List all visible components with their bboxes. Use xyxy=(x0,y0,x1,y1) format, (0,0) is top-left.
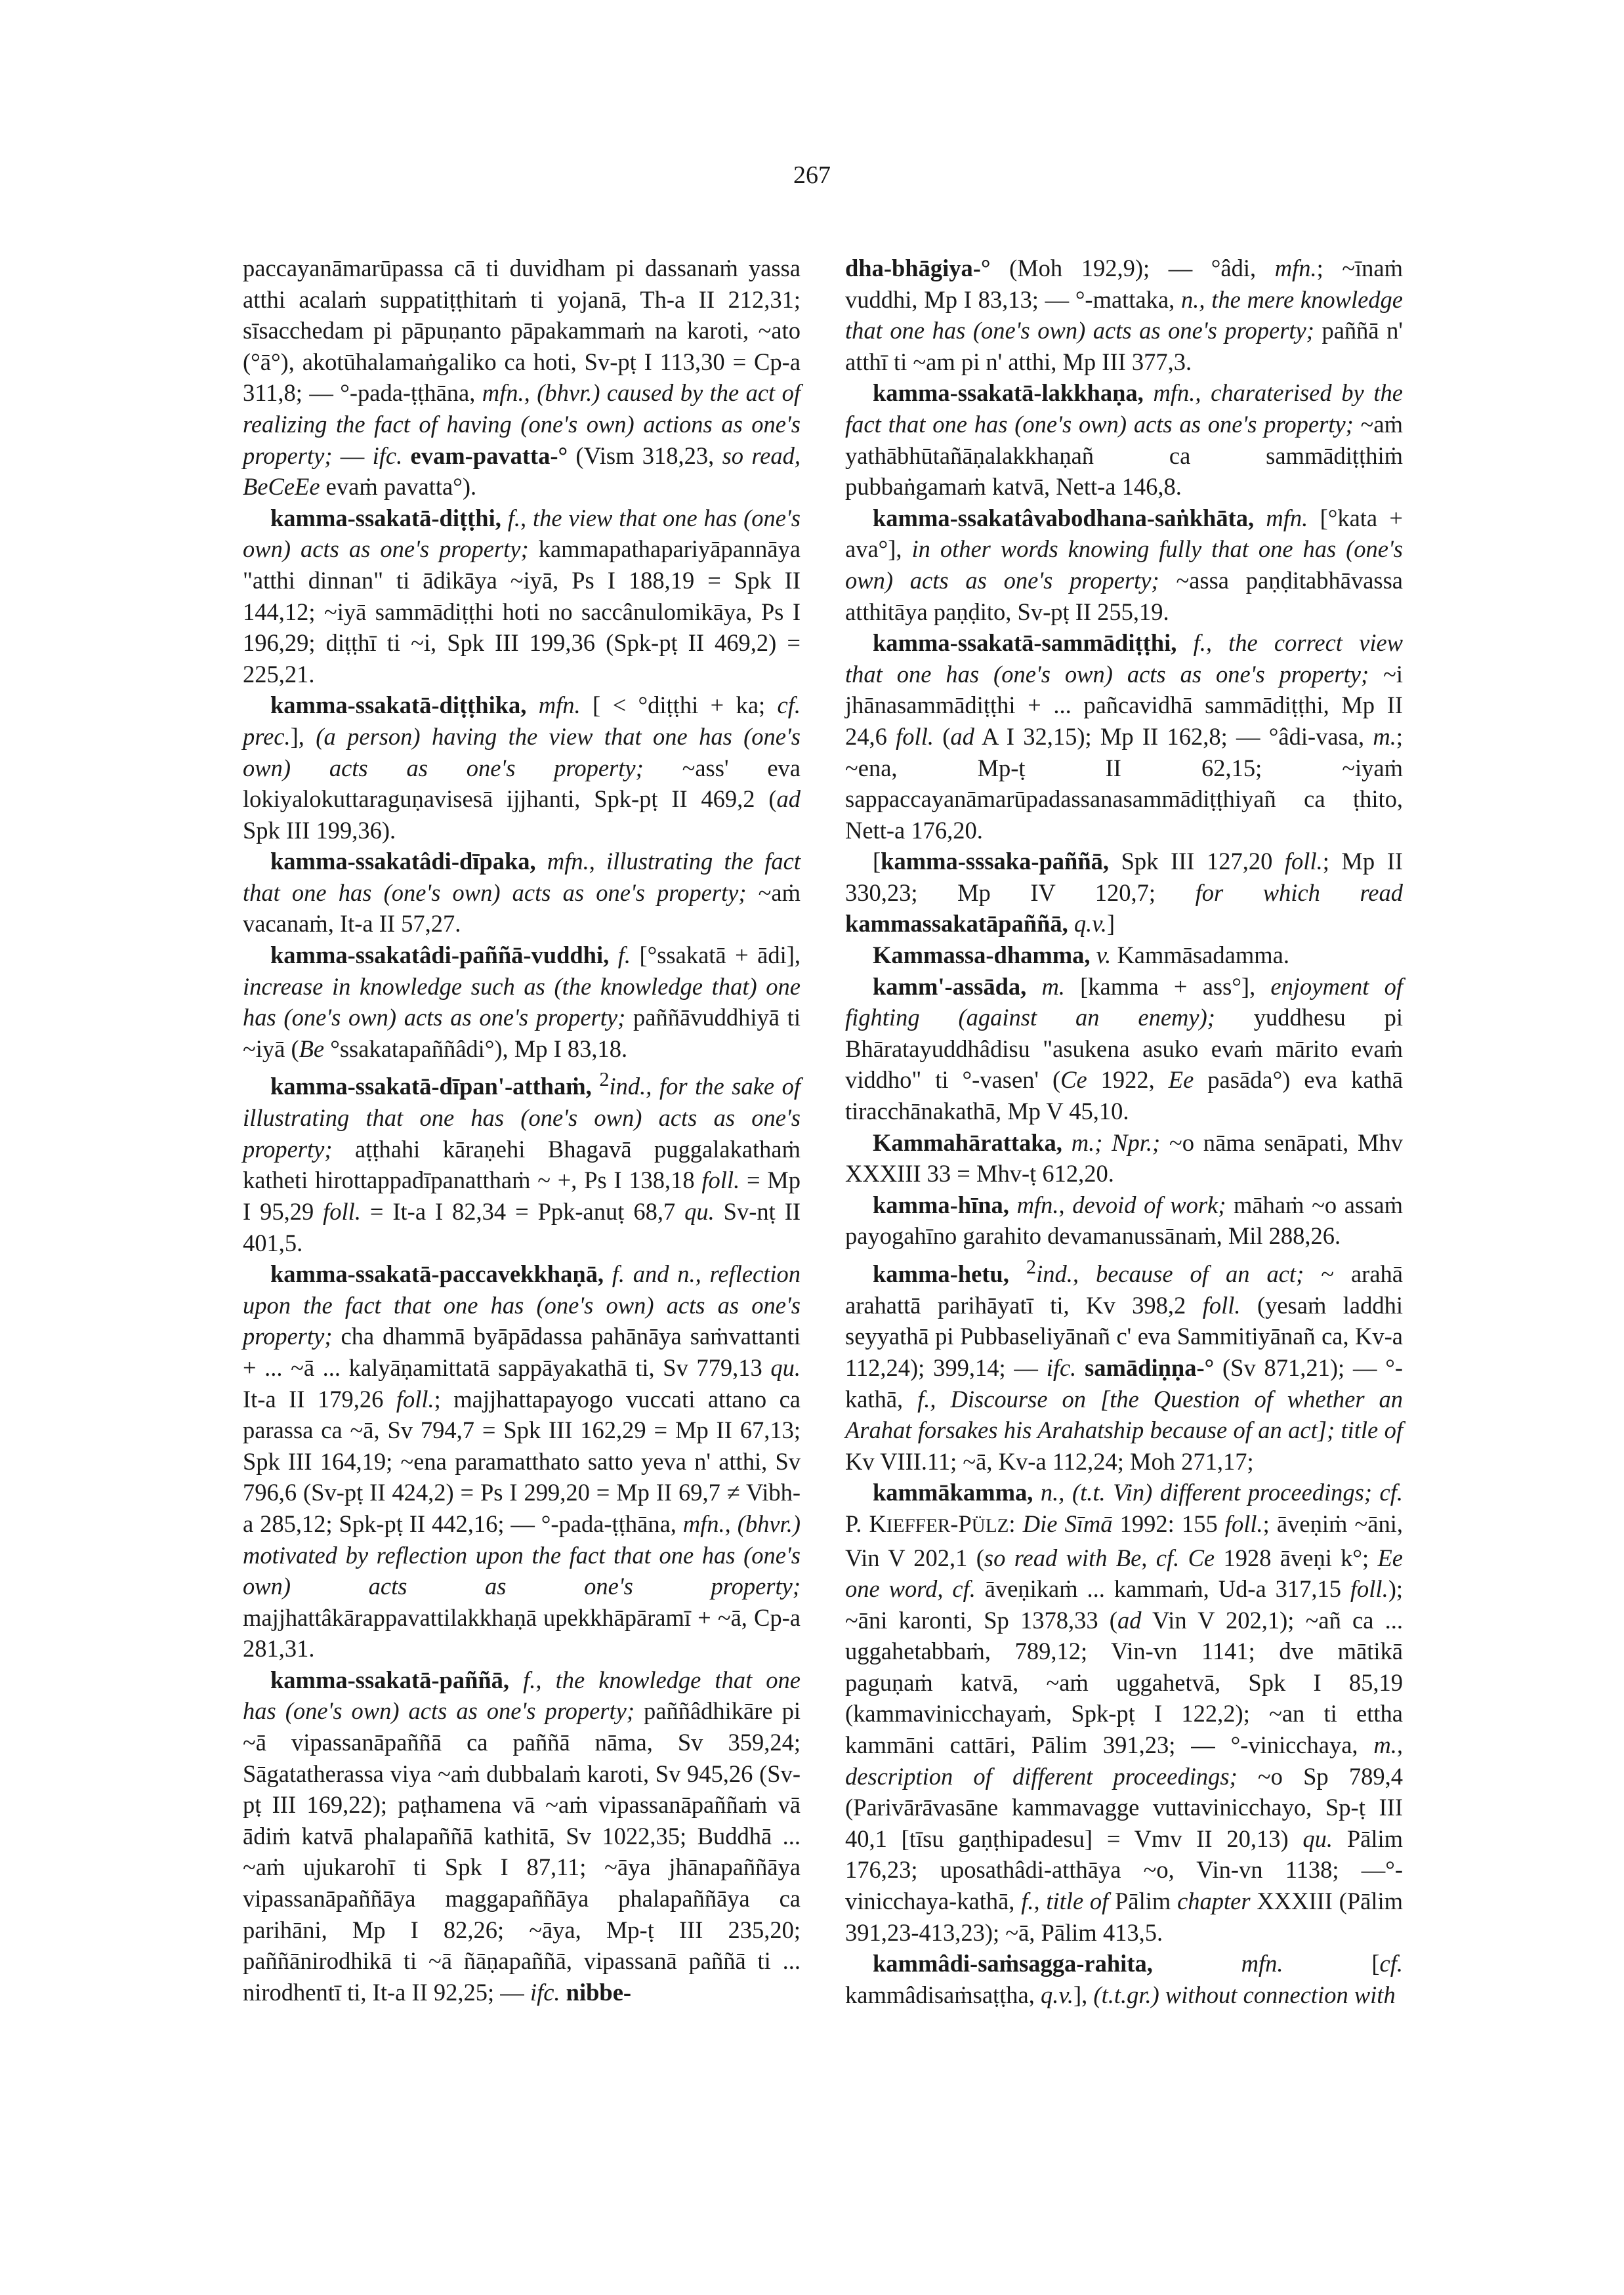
dictionary-entry: kamma-ssakatā-lakkhaṇa, mfn., charaterised by the fact that one has (one's own) acts as one's property; ~aṁ yathābhūtañāṇalakkhaṇañ ca sammādiṭṭhiṁ pubbaṅgamaṁ katvā, Nett-a 146,8. xyxy=(845,379,1404,501)
dictionary-entry: kamma-ssakatā-dīpan'-atthaṁ, $^2$ind., for the sake of illustrating that one has (one's own) acts as one's property; aṭṭhahi kāraṇehi Bhagavā puggalakathaṁ katheti hirottappadīpanatthaṁ ~ +, Ps I 138,18 foll. = Mp I 95,29 foll. = It-a I 82,34 = Ppk-anuṭ 68,7 qu. Sv-nṭ II 401,5. xyxy=(243,1068,801,1256)
left-column xyxy=(243,253,801,2008)
dictionary-entry: kamma-ssakatā-diṭṭhi, f., the view that one has (one's own) acts as one's property; kammapathapariyāpannāya "atthi dinnan" ti ādikāya ~iyā, Ps I 188,19 = Spk II 144,12; ~iyā sammādiṭṭhi hoti no saccânulomikāya, Ps I 196,29; diṭṭhī ti ~i, Spk III 199,36 (Spk-pṭ II 469,2) = 225,21. xyxy=(243,504,801,688)
dictionary-entry: kamma-ssakatâvabodhana-saṅkhāta, mfn. [°kata + ava°], in other words knowing fully that one has (one's own) acts as one's property; ~assa paṇḍitabhāvassa atthitāya paṇḍito, Sv-pṭ II 255,19. xyxy=(845,504,1404,625)
dictionary-entry: kamma-ssakatâdi-paññā-vuddhi, f. [°ssakatā + ādi], increase in knowledge such as (the knowledge that) one has (one's own) acts as one's property; paññāvuddhiyā ti ~iyā (Be °ssakatapaññâdi°), Mp I 83,18. xyxy=(243,941,801,1062)
dictionary-entry: [kamma-sssaka-paññā, Spk III 127,20 foll.; Mp II 330,23; Mp IV 120,7; for which read kammassakatāpaññā, q.v.] xyxy=(845,848,1403,938)
page-number: 267 xyxy=(793,161,831,189)
dictionary-entry: Kammassa-dhamma, v. Kammāsadamma. xyxy=(873,941,1289,969)
dictionary-entry: kamma-ssakatâdi-dīpaka, mfn., illustrating the fact that one has (one's own) acts as one's property; ~aṁ vacanaṁ, It-a II 57,27. xyxy=(243,848,801,938)
dictionary-entry: kamma-ssakatā-diṭṭhika, mfn. [ < °diṭṭhi + ka; cf. prec.], (a person) having the view that one has (one's own) acts as one's property; ~ass' eva lokiyalokuttaraguṇavisesā ijjhanti, Spk-pṭ II 469,2 (ad Spk III 199,36). xyxy=(243,692,801,844)
dictionary-entry: kamma-ssakatā-sammādiṭṭhi, f., the correct view that one has (one's own) acts as one's property; ~i jhānasammādiṭṭhi + ... pañcavidhā sammādiṭṭhi, Mp II 24,6 foll. (ad A I 32,15); Mp II 162,8; — °âdi-vasa, m.; ~ena, Mp-ṭ II 62,15; ~iyaṁ sappaccayanāmarūpadassanasammādiṭṭhiyañ ca ṭhito, Nett-a 176,20. xyxy=(845,629,1404,844)
dictionary-entry: kamma-ssakatā-paññā, f., the knowledge that one has (one's own) acts as one's property; paññâdhikāre pi ~ā vipassanāpaññā ca paññā nāma, Sv 359,24; Sāgatatherassa viya ~aṁ dubbalaṁ karoti, Sv 945,26 (Sv-pṭ III 169,22); paṭhamena vā ~aṁ vipassanāpaññaṁ vā ādiṁ katvā phalapaññā kathitā, Sv 1022,35; Buddhā ... ~aṁ ujukarohī ti Spk I 87,11; ~āya jhānapaññāya vipassanāpaññāya maggapaññāya phalapaññāya ca parihāni, Mp I 82,26; ~āya, Mp-ṭ III 235,20; paññānirodhikā ti ~ā ñāṇapaññā, vipassanā paññā ti ... nirodhentī ti, It-a II 92,25; — ifc. nibbe- xyxy=(243,1666,801,2006)
dictionary-entry: kamma-hīna, mfn., devoid of work; māhaṁ ~o assaṁ payogahīno garahito devamanussānaṁ, Mil 288,26. xyxy=(845,1191,1404,1250)
dictionary-entry: kamma-hetu, $^2$ind., because of an act; ~ arahā arahattā parihāyatī ti, Kv 398,2 foll. (yesaṁ laddhi seyyathā pi Pubbaseliyānañ c' eva Sammitiyānañ ca, Kv-a 112,24); 399,14; — ifc. samādiṇṇa-° (Sv 871,21); — °-kathā, f., Discourse on [the Question of whether an Arahat forsakes his Arahatship because of an act]; title of Kv VIII.11; ~ā, Kv-a 112,24; Moh 271,17; xyxy=(845,1256,1404,1475)
dictionary-entry: kamma-ssakatā-paccavekkhaṇā, f. and n., reflection upon the fact that one has (one's own) acts as one's property; cha dhammā byāpādassa pahānāya saṁvattanti + ... ~ā ... kalyāṇamittatā sappāyakathā ti, Sv 779,13 qu. It-a II 179,26 foll.; majjhattapayogo vuccati attano ca parassa ca ~ā, Sv 794,7 = Spk III 162,29 = Mp II 67,13; Spk III 164,19; ~ena paramatthato satto yeva n' atthi, Sv 796,6 (Sv-pṭ II 424,2) = Ps I 299,20 = Mp II 69,7 ≠ Vibh-a 285,12; Spk-pṭ II 442,16; — °-pada-ṭṭhāna, mfn., (bhvr.) motivated by reflection upon the fact that one has (one's own) acts as one's property; majjhattâkārappavattilakkhaṇā upekkhāpāramī + ~ā, Cp-a 281,31. xyxy=(243,1260,801,1663)
entry-continuation: paccayanāmarūpassa cā ti duvidham pi dassanaṁ yassa atthi acalaṁ suppatiṭṭhitaṁ ti yojanā, Th-a II 212,31; sīsacchedam pi pāpuṇanto pāpakammaṁ na karoti, ~ato (°ā°), akotūhalamaṅgaliko ca hoti, Sv-pṭ I 113,30 = Cp-a 311,8; — °-pada-ṭṭhāna, mfn., (bhvr.) caused by the act of realizing the fact of having (one's own) actions as one's property; — ifc. evam-pavatta-° (Vism 318,23, so read, BeCeEe evaṁ pavatta°). xyxy=(243,255,801,501)
dictionary-entry: kamm'-assāda, m. [kamma + ass°], enjoyment of fighting (against an enemy); yuddhesu pi Bhāratayuddhâdisu "asukena asuko evaṁ mārito evaṁ viddho" ti °-vasen' (Ce 1922, Ee pasāda°) eva kathā tiracchānakathā, Mp V 45,10. xyxy=(845,972,1403,1125)
entry-continuation: dha-bhāgiya-° (Moh 192,9); — °âdi, mfn.; ~īnaṁ vuddhi, Mp I 83,13; — °-mattaka, n., the mere knowledge that one has (one's own) acts as one's property; paññā n' atthī ti ~am pi n' atthi, Mp III 377,3. xyxy=(845,255,1404,375)
dictionary-entry: kammākamma, n., (t.t. Vin) different proceedings; cf. P. KIEFFER-PÜLZ: Die Sīmā 1992: 155 foll.; āveṇiṁ ~āni, Vin V 202,1 (so read with Be, cf. Ce 1928 āveṇi k°; Ee one word, cf. āveṇikaṁ ... kammaṁ, Ud-a 317,15 foll.); ~āni karonti, Sp 1378,33 (ad Vin V 202,1); ~añ ca ... uggahetabbaṁ, 789,12; Vin-vn 1141; dve mātikā paguṇaṁ katvā, ~aṁ uggahetvā, Spk I 85,19 (kammavinicchayaṁ, Spk-pṭ I 122,2); ~an ti ettha kammāni cattāri, Pālim 391,23; — °-vinicchaya, m., description of different proceedings; ~o Sp 789,4 (Parivārāvasāne kammavagge vuttavinicchayo, Sp-ṭ III 40,1 [tīsu gaṇṭhipadesu] = Vmv II 20,13) qu. Pālim 176,23; uposathâdi-atthāya ~o, Vin-vn 1138; —°-vinicchaya-kathā, f., title of Pālim chapter XXXIII (Pālim 391,23-413,23); ~ā, Pālim 413,5. xyxy=(845,1479,1404,1946)
dictionary-entry: kammâdi-saṁsagga-rahita, mfn. [cf. kammâdisaṁsaṭṭha, q.v.], (t.t.gr.) without connection with xyxy=(845,1950,1403,2008)
right-column xyxy=(845,253,1403,2010)
dictionary-entry: Kammahārattaka, m.; Npr.; ~o nāma senāpati, Mhv XXXIII 33 = Mhv-ṭ 612,20. xyxy=(845,1128,1403,1188)
